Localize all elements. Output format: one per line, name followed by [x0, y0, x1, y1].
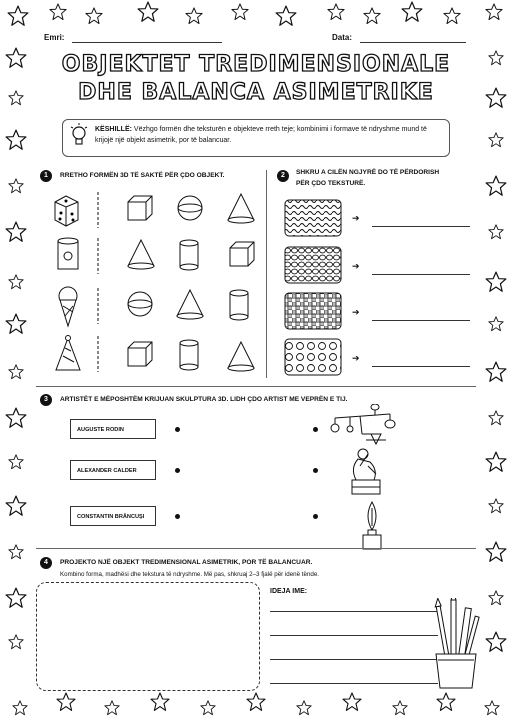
star-decoration [489, 317, 503, 331]
star-decoration [50, 4, 66, 20]
star-decoration [57, 693, 75, 710]
section-1-number: 1 [40, 170, 52, 182]
section-3-title: ARTISTËT E MËPOSHTËM KRIJUAN SKULPTURA 3D. LIDH ÇDO ARTIST ME VEPRËN E TIJ. [60, 396, 348, 403]
cube-icon [128, 196, 152, 220]
star-decoration [486, 362, 506, 381]
idea-line-1[interactable] [270, 611, 438, 612]
star-decoration [489, 411, 503, 425]
color-answer-2[interactable] [372, 274, 470, 275]
star-decoration [6, 408, 26, 427]
match-dot-left[interactable] [175, 427, 180, 432]
star-decoration [486, 4, 502, 20]
match-dot-right[interactable] [313, 427, 318, 432]
star-decoration [489, 133, 503, 147]
star-decoration [201, 701, 215, 715]
divider [36, 548, 476, 549]
bird-sculpture-icon [363, 502, 381, 549]
star-decoration [297, 701, 311, 715]
star-decoration [489, 225, 503, 239]
can-icon [58, 238, 78, 269]
section-3-number: 3 [40, 394, 52, 406]
arrow-icon: ➔ [352, 353, 360, 363]
star-decoration [6, 130, 26, 149]
date-label: Data: [332, 33, 353, 42]
name-label: Emri: [44, 33, 65, 42]
section-4-title: PROJEKTO NJË OBJEKT TREDIMENSIONAL ASIMETRIK, POR TË BALANCUAR. [60, 559, 313, 566]
star-decoration [86, 8, 102, 24]
column-divider [266, 170, 267, 378]
texture-dots [285, 339, 341, 375]
match-dot-right[interactable] [313, 468, 318, 473]
artist-box-brancusi: CONSTANTIN BRÂNCUȘI [70, 506, 156, 526]
color-answer-4[interactable] [372, 366, 470, 367]
cone-icon [228, 342, 254, 371]
cone-icon [228, 194, 254, 223]
title-line-2: DHE BALANCA ASIMETRIKE [78, 80, 434, 105]
section-4-subtitle: Kombino forma, madhësi dhe tekstura të ndryshme. Më pas, shkruaj 2–3 fjalë për idenë tënde. [60, 571, 319, 578]
pencil-cup-icon [432, 598, 480, 690]
cylinder-icon [180, 240, 198, 270]
section-4-number: 4 [40, 557, 52, 569]
shape-grid [40, 188, 270, 378]
star-decoration [437, 693, 455, 710]
lightbulb-icon [69, 122, 89, 150]
cylinder-icon [180, 340, 198, 370]
sphere-icon [178, 196, 202, 220]
divider [36, 386, 476, 387]
star-decoration [9, 365, 23, 379]
arrow-icon: ➔ [352, 213, 360, 223]
section-2-title-line-1: SHKRU A CILËN NGJYRË DO TË PËRDORISH [296, 169, 440, 176]
texture-wood [285, 200, 341, 236]
cylinder-icon [230, 290, 248, 320]
tip-text: KËSHILLË: Vëzhgo formën dhe teksturën e objekteve rreth teje; kombinimi i formave të ndryshme mund të krijojë një objekt asimetrik, por të balancuar. [95, 126, 427, 144]
star-decoration [486, 452, 506, 471]
star-decoration [105, 701, 119, 715]
star-decoration [9, 635, 23, 649]
section-2-number: 2 [277, 170, 289, 182]
star-decoration [232, 4, 248, 20]
sphere-icon [128, 292, 152, 316]
star-decoration [489, 591, 503, 605]
star-decoration [6, 496, 26, 515]
artist-box-rodin: AUGUSTE RODIN [70, 419, 156, 439]
idea-line-3[interactable] [270, 659, 438, 660]
idea-line-2[interactable] [270, 635, 438, 636]
star-decoration [486, 542, 506, 561]
thinker-sculpture-icon [352, 449, 380, 494]
cone-icon [128, 240, 154, 269]
match-dot-left[interactable] [175, 514, 180, 519]
star-decoration [6, 588, 26, 607]
star-decoration [186, 8, 202, 24]
name-field[interactable] [72, 42, 222, 43]
star-decoration [13, 701, 27, 715]
star-decoration [489, 499, 503, 513]
sculpture-pictures [330, 404, 410, 554]
star-decoration [9, 179, 23, 193]
color-answer-1[interactable] [372, 226, 470, 227]
star-decoration [486, 176, 506, 195]
star-decoration [6, 314, 26, 333]
star-decoration [247, 693, 265, 710]
color-answer-3[interactable] [372, 320, 470, 321]
cone-icon [177, 290, 203, 319]
cube-icon [128, 342, 152, 366]
section-2-title-line-2: PËR ÇDO TEKSTURË. [296, 180, 366, 187]
star-decoration [364, 8, 380, 24]
star-decoration [485, 701, 499, 715]
star-decoration [9, 455, 23, 469]
ice-cream-icon [59, 287, 77, 326]
texture-weave [285, 293, 341, 329]
artist-box-calder: ALEXANDER CALDER [70, 460, 156, 480]
texture-pebbles [285, 247, 341, 283]
section-1-title: RRETHO FORMËN 3D TË SAKTË PËR ÇDO OBJEKT. [60, 172, 225, 179]
match-dot-right[interactable] [313, 514, 318, 519]
star-decoration [402, 2, 422, 21]
arrow-icon: ➔ [352, 261, 360, 271]
party-hat-icon [56, 336, 80, 371]
star-decoration [6, 222, 26, 241]
cube-icon [230, 242, 254, 266]
star-decoration [276, 6, 296, 25]
star-decoration [9, 545, 23, 559]
design-drawing-area[interactable] [36, 582, 260, 691]
star-decoration [486, 272, 506, 291]
star-decoration [328, 4, 344, 20]
star-decoration [343, 693, 361, 710]
star-decoration [9, 275, 23, 289]
arrow-icon: ➔ [352, 307, 360, 317]
mobile-sculpture-icon [331, 404, 395, 444]
title-line-1: OBJEKTET TREDIMENSIONALE [61, 52, 451, 77]
date-field[interactable] [360, 42, 466, 43]
texture-swatches [284, 198, 344, 380]
star-decoration [393, 701, 407, 715]
dice-icon [55, 196, 78, 226]
match-dot-left[interactable] [175, 468, 180, 473]
idea-line-4[interactable] [270, 683, 438, 684]
star-decoration [138, 2, 158, 21]
star-decoration [8, 6, 28, 25]
star-decoration [444, 8, 460, 24]
star-decoration [486, 632, 506, 651]
star-decoration [151, 693, 169, 710]
idea-label: IDEJA IME: [270, 588, 308, 595]
